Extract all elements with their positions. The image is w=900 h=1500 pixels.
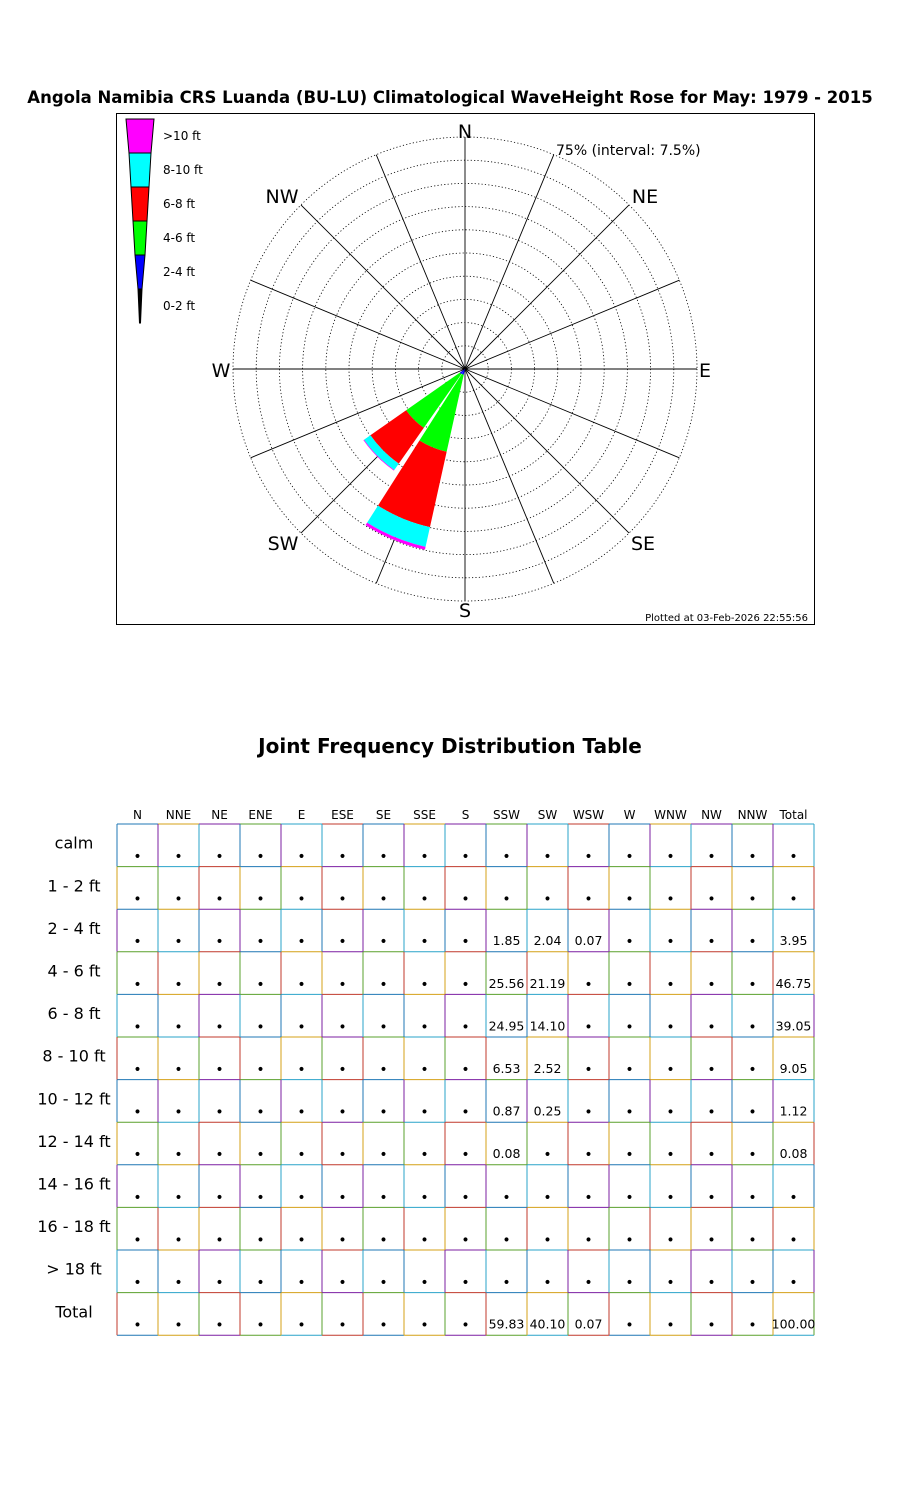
table-cell-empty: • [215,849,224,865]
table-cell-empty: • [133,1232,142,1249]
table-cell-empty: • [502,1232,511,1249]
column-header: NE [211,808,228,822]
table-row-labels [37,834,110,1322]
table-cell-empty: • [625,1189,634,1206]
table-cell-empty: • [174,1104,183,1121]
table-cell-empty: • [625,1275,634,1291]
table-cell-empty: • [256,1147,265,1164]
table-cell-empty: • [256,1232,265,1249]
table-cell-empty: • [748,1062,757,1078]
table-cell-empty: • [256,1104,265,1121]
table-cell-empty: • [707,1147,716,1164]
table-cell-empty: • [174,849,183,865]
table-cell-empty: • [297,849,306,865]
table-cell-empty: • [666,1232,675,1249]
row-label: 2 - 4 ft [47,918,101,938]
table-cell-value: 0.87 [492,1103,521,1119]
table-cell-empty: • [584,1232,593,1249]
legend-label: 0-2 ft [163,299,196,313]
table-cell-value: 46.75 [775,975,812,991]
rose-spoke-sse [465,369,554,583]
table-cell-value: 14.10 [529,1018,566,1034]
table-cell-empty: • [748,1317,757,1334]
table-cell-empty: • [379,1062,388,1078]
table-cell-empty: • [420,1232,429,1249]
table-cell-empty: • [379,976,388,993]
rose-spoke-se [465,369,629,533]
table-cell-empty: • [174,1232,183,1249]
table-cell-empty: • [338,1317,347,1334]
table-cell-value: 0.08 [779,1146,808,1162]
table-cell-empty: • [297,1317,306,1334]
table-cell-empty: • [297,976,306,993]
table-cell-empty: • [461,891,470,908]
table-cell-empty: • [256,1019,265,1036]
table-cell-empty: • [584,1147,593,1164]
table-cell-empty: • [584,976,593,993]
table-cell-empty: • [379,1275,388,1291]
table-cell-empty: • [502,891,511,908]
table-cell-empty: • [133,1147,142,1164]
table-cell-empty: • [461,1019,470,1036]
table-cell-empty: • [256,1317,265,1334]
table-cell-empty: • [379,1189,388,1206]
table-cell-empty: • [625,1062,634,1078]
table-cell-empty: • [215,1062,224,1078]
table-cell-empty: • [420,849,429,865]
legend-label: 4-6 ft [163,231,196,245]
row-label: Total [55,1302,93,1322]
table-cell-empty: • [297,1275,306,1291]
table-cell-empty: • [420,1189,429,1206]
column-header: SSW [492,808,521,822]
table-cell-empty: • [707,934,716,951]
table-cell-empty: • [584,1019,593,1036]
table-cell-empty: • [297,1147,306,1164]
table-cells [133,849,815,1334]
table-cell-empty: • [748,1147,757,1164]
legend-swatch [126,119,154,153]
compass-labels [212,121,711,622]
table-cell-empty: • [379,891,388,908]
table-cell-empty: • [420,891,429,908]
table-cell-empty: • [461,1232,470,1249]
table-cell-empty: • [420,1019,429,1036]
table-cell-empty: • [584,849,593,865]
table-cell-empty: • [748,849,757,865]
table-cell-empty: • [543,1275,552,1291]
table-cell-empty: • [666,976,675,993]
column-header: ENE [248,808,273,822]
table-cell-empty: • [625,1104,634,1121]
table-cell-empty: • [584,891,593,908]
table-cell-empty: • [707,1019,716,1036]
table-cell-empty: • [625,976,634,993]
table-cell-value: 0.08 [492,1146,521,1162]
column-header: WNW [654,808,687,822]
table-cell-empty: • [256,849,265,865]
rose-legend [126,119,203,323]
compass-label-w: W [211,360,231,382]
table-title: Joint Frequency Distribution Table [258,734,642,758]
table-cell-empty: • [133,1317,142,1334]
table-cell-empty: • [789,849,798,865]
table-cell-empty: • [338,1275,347,1291]
table-cell-empty: • [174,1189,183,1206]
table-cell-value: 40.10 [529,1316,566,1332]
table-cell-value: 100.00 [771,1316,816,1332]
table-cell-empty: • [625,891,634,908]
table-cell-empty: • [748,976,757,993]
row-label: 14 - 16 ft [37,1174,111,1194]
legend-swatch [138,289,142,323]
table-cell-empty: • [215,1019,224,1036]
table-cell-value: 6.53 [492,1061,521,1076]
table-cell-value: 1.85 [492,933,521,949]
legend-label: 2-4 ft [163,265,196,279]
table-cell-empty: • [174,1062,183,1078]
table-cell-empty: • [584,1104,593,1121]
table-cell-empty: • [666,1189,675,1206]
column-header: WSW [572,808,605,822]
table-cell-empty: • [707,1232,716,1249]
compass-label-sw: SW [267,533,299,555]
table-cell-empty: • [297,1019,306,1036]
table-cell-empty: • [133,1189,142,1206]
column-header: SW [537,808,558,822]
row-label: 12 - 14 ft [37,1131,111,1151]
legend-swatch [135,255,145,289]
table-headers [133,808,808,822]
table-cell-empty: • [707,976,716,993]
table-cell-value: 21.19 [529,975,566,991]
table-cell-empty: • [297,1232,306,1249]
table-cell-value: 39.05 [775,1018,812,1034]
table-cell-empty: • [133,976,142,993]
table-cell-value: 0.25 [533,1103,562,1119]
table-cell-empty: • [174,934,183,951]
table-cell-empty: • [502,1275,511,1291]
table-cell-empty: • [338,1062,347,1078]
table-cell-empty: • [256,891,265,908]
scale-label: 75% (interval: 7.5%) [556,143,701,159]
rose-spoke-ene [465,280,679,369]
table-cell-empty: • [379,1019,388,1036]
table-cell-empty: • [338,1232,347,1249]
legend-swatch [129,153,151,187]
table-cell-empty: • [584,1275,593,1291]
column-header: W [623,808,636,822]
compass-label-s: S [458,600,472,622]
table-cell-empty: • [215,934,224,951]
table-cell-empty: • [338,849,347,865]
table-cell-empty: • [543,1189,552,1206]
table-cell-value: 25.56 [488,975,525,991]
table-cell-empty: • [420,1275,429,1291]
table-cell-empty: • [297,1104,306,1121]
legend-label: 8-10 ft [163,163,203,177]
table-cell-empty: • [461,1147,470,1164]
table-cell-empty: • [256,1189,265,1206]
rose-title: Angola Namibia CRS Luanda (BU-LU) Climatological WaveHeight Rose for May: 1979 - 2015 [27,88,873,107]
compass-label-n: N [457,121,473,143]
table-cell-empty: • [420,934,429,951]
table-cell-empty: • [215,1147,224,1164]
table-cell-empty: • [748,891,757,908]
table-cell-empty: • [215,1275,224,1291]
table-cell-empty: • [707,1104,716,1121]
table-cell-empty: • [420,1104,429,1121]
table-cell-empty: • [174,1317,183,1334]
table-cell-empty: • [297,934,306,951]
table-cell-empty: • [174,1019,183,1036]
legend-swatch [131,187,149,221]
rose-wedges [363,369,465,550]
table-cell-empty: • [174,976,183,993]
table-cell-empty: • [379,1232,388,1249]
table-cell-empty: • [543,891,552,908]
table-cell-empty: • [174,1147,183,1164]
table-cell-empty: • [297,1189,306,1206]
table-cell-empty: • [461,1189,470,1206]
plotted-at-label: Plotted at 03-Feb-2026 22:55:56 [645,613,808,624]
column-header: SSE [413,808,436,822]
compass-label-e: E [698,360,712,382]
table-cell-empty: • [707,849,716,865]
table-cell-empty: • [256,1062,265,1078]
table-cell-empty: • [666,849,675,865]
table-cell-empty: • [215,891,224,908]
table-cell-empty: • [707,1062,716,1078]
table-cell-value: 2.52 [533,1061,562,1076]
column-header: NNW [737,808,768,822]
table-cell-empty: • [707,1317,716,1334]
table-cell-empty: • [625,1019,634,1036]
table-cell-value: 1.12 [779,1103,808,1119]
rose-spoke-ne [465,205,629,369]
column-header: NNE [165,808,192,822]
table-cell-empty: • [666,1019,675,1036]
table-cell-empty: • [748,1104,757,1121]
table-cell-empty: • [256,976,265,993]
table-cell-empty: • [256,1275,265,1291]
table-cell-empty: • [379,1104,388,1121]
table-cell-empty: • [133,1019,142,1036]
table-cell-empty: • [543,1232,552,1249]
table-cell-empty: • [379,934,388,951]
table-cell-empty: • [215,1232,224,1249]
table-cell-empty: • [215,1104,224,1121]
table-cell-empty: • [297,1062,306,1078]
table-cell-empty: • [379,849,388,865]
rose-spoke-wnw [251,280,465,369]
table-cell-empty: • [666,1147,675,1164]
rose-spoke-nw [301,205,465,369]
table-cell-empty: • [625,849,634,865]
legend-swatch [133,221,147,255]
table-cell-empty: • [379,1147,388,1164]
table-cell-empty: • [625,1317,634,1334]
column-header: E [297,808,306,822]
table-cell-value: 0.07 [574,933,603,949]
table-cell-empty: • [338,891,347,908]
table-cell-empty: • [338,976,347,993]
table-cell-empty: • [420,1147,429,1164]
table-cell-empty: • [420,1317,429,1334]
table-cell-empty: • [461,1317,470,1334]
compass-label-se: SE [630,533,656,555]
row-label: 4 - 6 ft [47,961,101,981]
table-cell-empty: • [461,1275,470,1291]
row-label: > 18 ft [46,1259,102,1279]
table-cell-empty: • [256,934,265,951]
table-cell-empty: • [584,1189,593,1206]
table-cell-value: 3.95 [779,933,808,949]
table-cell-empty: • [789,891,798,908]
legend-label: >10 ft [163,129,201,143]
table-cell-empty: • [297,891,306,908]
compass-label-ne: NE [631,186,659,208]
table-cell-empty: • [461,1062,470,1078]
table-cell-empty: • [748,1189,757,1206]
row-label: calm [54,833,94,853]
table-cell-empty: • [789,1275,798,1291]
table-grid [117,824,814,1335]
column-header: NW [701,808,722,822]
table-cell-empty: • [502,849,511,865]
table-cell-empty: • [707,1275,716,1291]
row-label: 8 - 10 ft [42,1046,106,1066]
table-cell-empty: • [461,976,470,993]
table-cell-empty: • [338,1147,347,1164]
table-cell-value: 24.95 [488,1018,525,1034]
table-cell-empty: • [174,891,183,908]
table-cell-empty: • [338,1189,347,1206]
row-label: 10 - 12 ft [37,1089,111,1109]
table-cell-empty: • [174,1275,183,1291]
table-cell-empty: • [420,976,429,993]
table-cell-empty: • [133,1104,142,1121]
column-header: S [461,808,470,822]
table-cell-empty: • [502,1189,511,1206]
table-cell-empty: • [625,1147,634,1164]
table-cell-empty: • [461,934,470,951]
rose-spoke-nnw [376,155,465,369]
table-cell-value: 0.07 [574,1316,603,1332]
table-cell-empty: • [707,891,716,908]
table-cell-empty: • [215,1317,224,1334]
column-header: Total [779,808,808,822]
table-cell-empty: • [543,849,552,865]
table-cell-value: 2.04 [533,933,562,949]
table-cell-empty: • [748,934,757,951]
compass-label-nw: NW [265,186,299,208]
table-cell-empty: • [338,1019,347,1036]
table-cell-empty: • [707,1189,716,1206]
rose-spoke-nne [465,155,554,369]
wave-rose-chart [0,0,900,640]
table-cell-empty: • [133,891,142,908]
column-header: ESE [331,808,354,822]
table-cell-empty: • [666,934,675,951]
table-cell-empty: • [748,1019,757,1036]
table-cell-empty: • [748,1232,757,1249]
table-cell-empty: • [215,1189,224,1206]
table-cell-empty: • [748,1275,757,1291]
row-label: 6 - 8 ft [47,1004,101,1024]
table-cell-empty: • [625,934,634,951]
table-cell-empty: • [666,1317,675,1334]
table-cell-empty: • [133,1062,142,1078]
row-label: 16 - 18 ft [37,1217,111,1237]
table-cell-empty: • [666,1275,675,1291]
table-cell-empty: • [379,1317,388,1334]
table-cell-value: 9.05 [779,1061,808,1076]
legend-label: 6-8 ft [163,197,196,211]
table-cell-empty: • [461,849,470,865]
rose-spoke-ese [465,369,679,458]
table-cell-empty: • [461,1104,470,1121]
column-header: N [133,808,142,822]
table-cell-empty: • [584,1062,593,1078]
table-cell-empty: • [133,849,142,865]
row-label: 1 - 2 ft [47,876,101,896]
table-cell-empty: • [666,891,675,908]
table-cell-empty: • [543,1147,552,1164]
table-cell-empty: • [666,1104,675,1121]
table-cell-empty: • [133,1275,142,1291]
table-cell-value: 59.83 [488,1316,525,1332]
table-cell-empty: • [338,934,347,951]
table-cell-empty: • [625,1232,634,1249]
table-cell-empty: • [420,1062,429,1078]
table-cell-empty: • [789,1232,798,1249]
table-cell-empty: • [215,976,224,993]
table-cell-empty: • [338,1104,347,1121]
table-cell-empty: • [133,934,142,951]
table-cell-empty: • [789,1189,798,1206]
table-cell-empty: • [666,1062,675,1078]
column-header: SE [375,808,392,822]
